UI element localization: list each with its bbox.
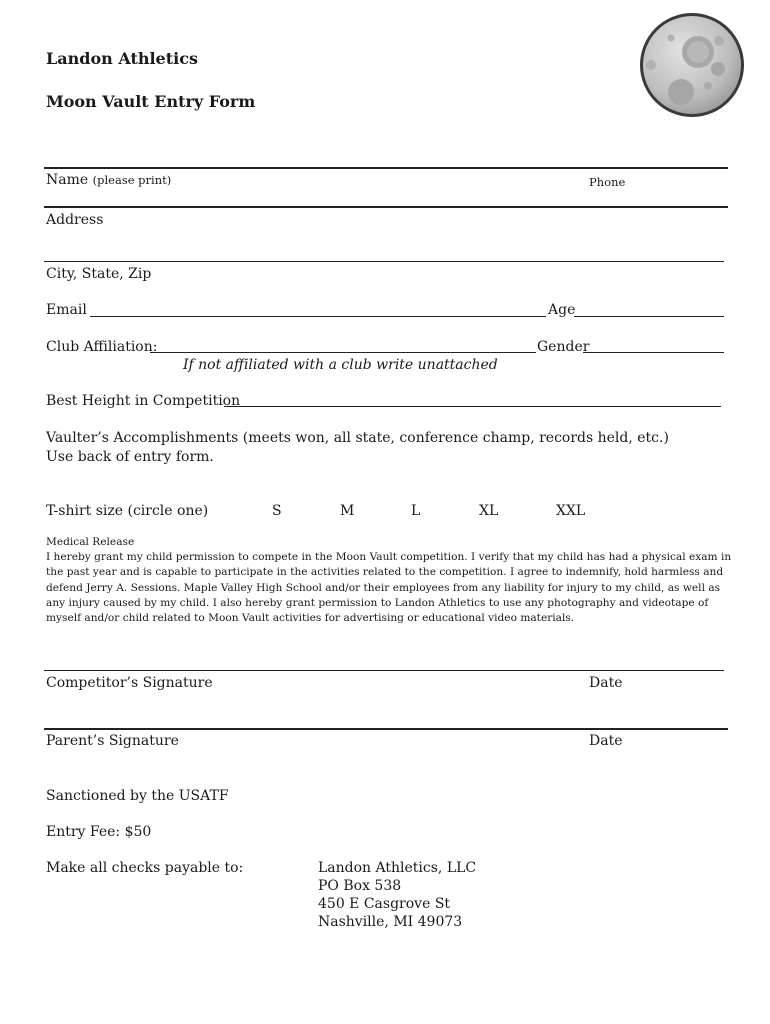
club-note: If not affiliated with a club write unattached [183,357,498,373]
parent-signature-label: Parent’s Signature [46,733,179,749]
release-line: any injury caused by my child. I also hereby grant permission to Landon Athletics to use any photography and videotape of [46,596,709,609]
release-line: I hereby grant my child permission to compete in the Moon Vault competition. I verify that my child has had a physical exam in [46,551,732,564]
release-line: myself and/or child related to Moon Vault activities for advertising or educational video materials. [46,612,575,625]
medical-release [46,535,731,626]
gender-field[interactable] [583,352,724,353]
age-field[interactable] [574,316,724,317]
divider [44,206,728,208]
email-label: Email [46,302,87,318]
entry-fee: Entry Fee: $50 [46,824,152,840]
accomplishments-note: Use back of entry form. [46,449,214,465]
moon-icon [637,10,747,120]
name-hint: (please print) [92,173,172,187]
payable-label: Make all checks payable to: [46,860,244,876]
payee-line: Nashville, MI 49073 [318,914,463,930]
tshirt-size-label: T-shirt size (circle one) [46,503,209,519]
name-field[interactable] [46,171,171,189]
competitor-signature-label: Competitor’s Signature [46,675,213,691]
club-affiliation-label: Club Affiliation: [46,339,158,355]
sanctioned-text: Sanctioned by the USATF [46,788,229,804]
payee-address [318,859,476,931]
parent-signature-field[interactable] [44,728,728,730]
medical-release-title: Medical Release [46,536,135,548]
competitor-date-label: Date [589,675,623,691]
tshirt-option-l[interactable]: L [411,503,421,519]
divider [44,167,728,169]
release-line: defend Jerry A. Sessions. Maple Valley High School and/or their employees from any liability for injury to my child, as well as [46,581,721,594]
address-label: Address [46,212,104,228]
tshirt-option-s[interactable]: S [272,503,282,519]
city-state-zip-label: City, State, Zip [46,266,152,282]
payee-line: Landon Athletics, LLC [318,860,477,876]
age-label: Age [548,302,576,318]
tshirt-option-xxl[interactable]: XXL [556,503,586,519]
release-line: the past year and is capable to participate in the activities related to the competition. I agree to indemnify, hold harmless and [46,566,724,579]
name-label: Name [46,172,89,188]
gender-label: Gender [537,339,590,355]
competitor-signature-field[interactable] [44,670,724,671]
tshirt-option-xl[interactable]: XL [479,503,499,519]
club-affiliation-field[interactable] [150,352,536,353]
payee-line: PO Box 538 [318,878,402,894]
email-field[interactable] [90,316,546,317]
best-height-label: Best Height in Competition [46,393,241,409]
payee-line: 450 E Casgrove St [318,896,451,912]
phone-label: Phone [589,175,626,189]
best-height-field[interactable] [224,406,721,407]
address-line[interactable] [44,261,724,262]
tshirt-option-m[interactable]: M [340,503,355,519]
form-title: Moon Vault Entry Form [46,92,256,111]
accomplishments-label: Vaulter’s Accomplishments (meets won, all state, conference champ, records held, etc.) [46,430,669,446]
parent-date-label: Date [589,733,623,749]
organization-name: Landon Athletics [46,49,198,68]
